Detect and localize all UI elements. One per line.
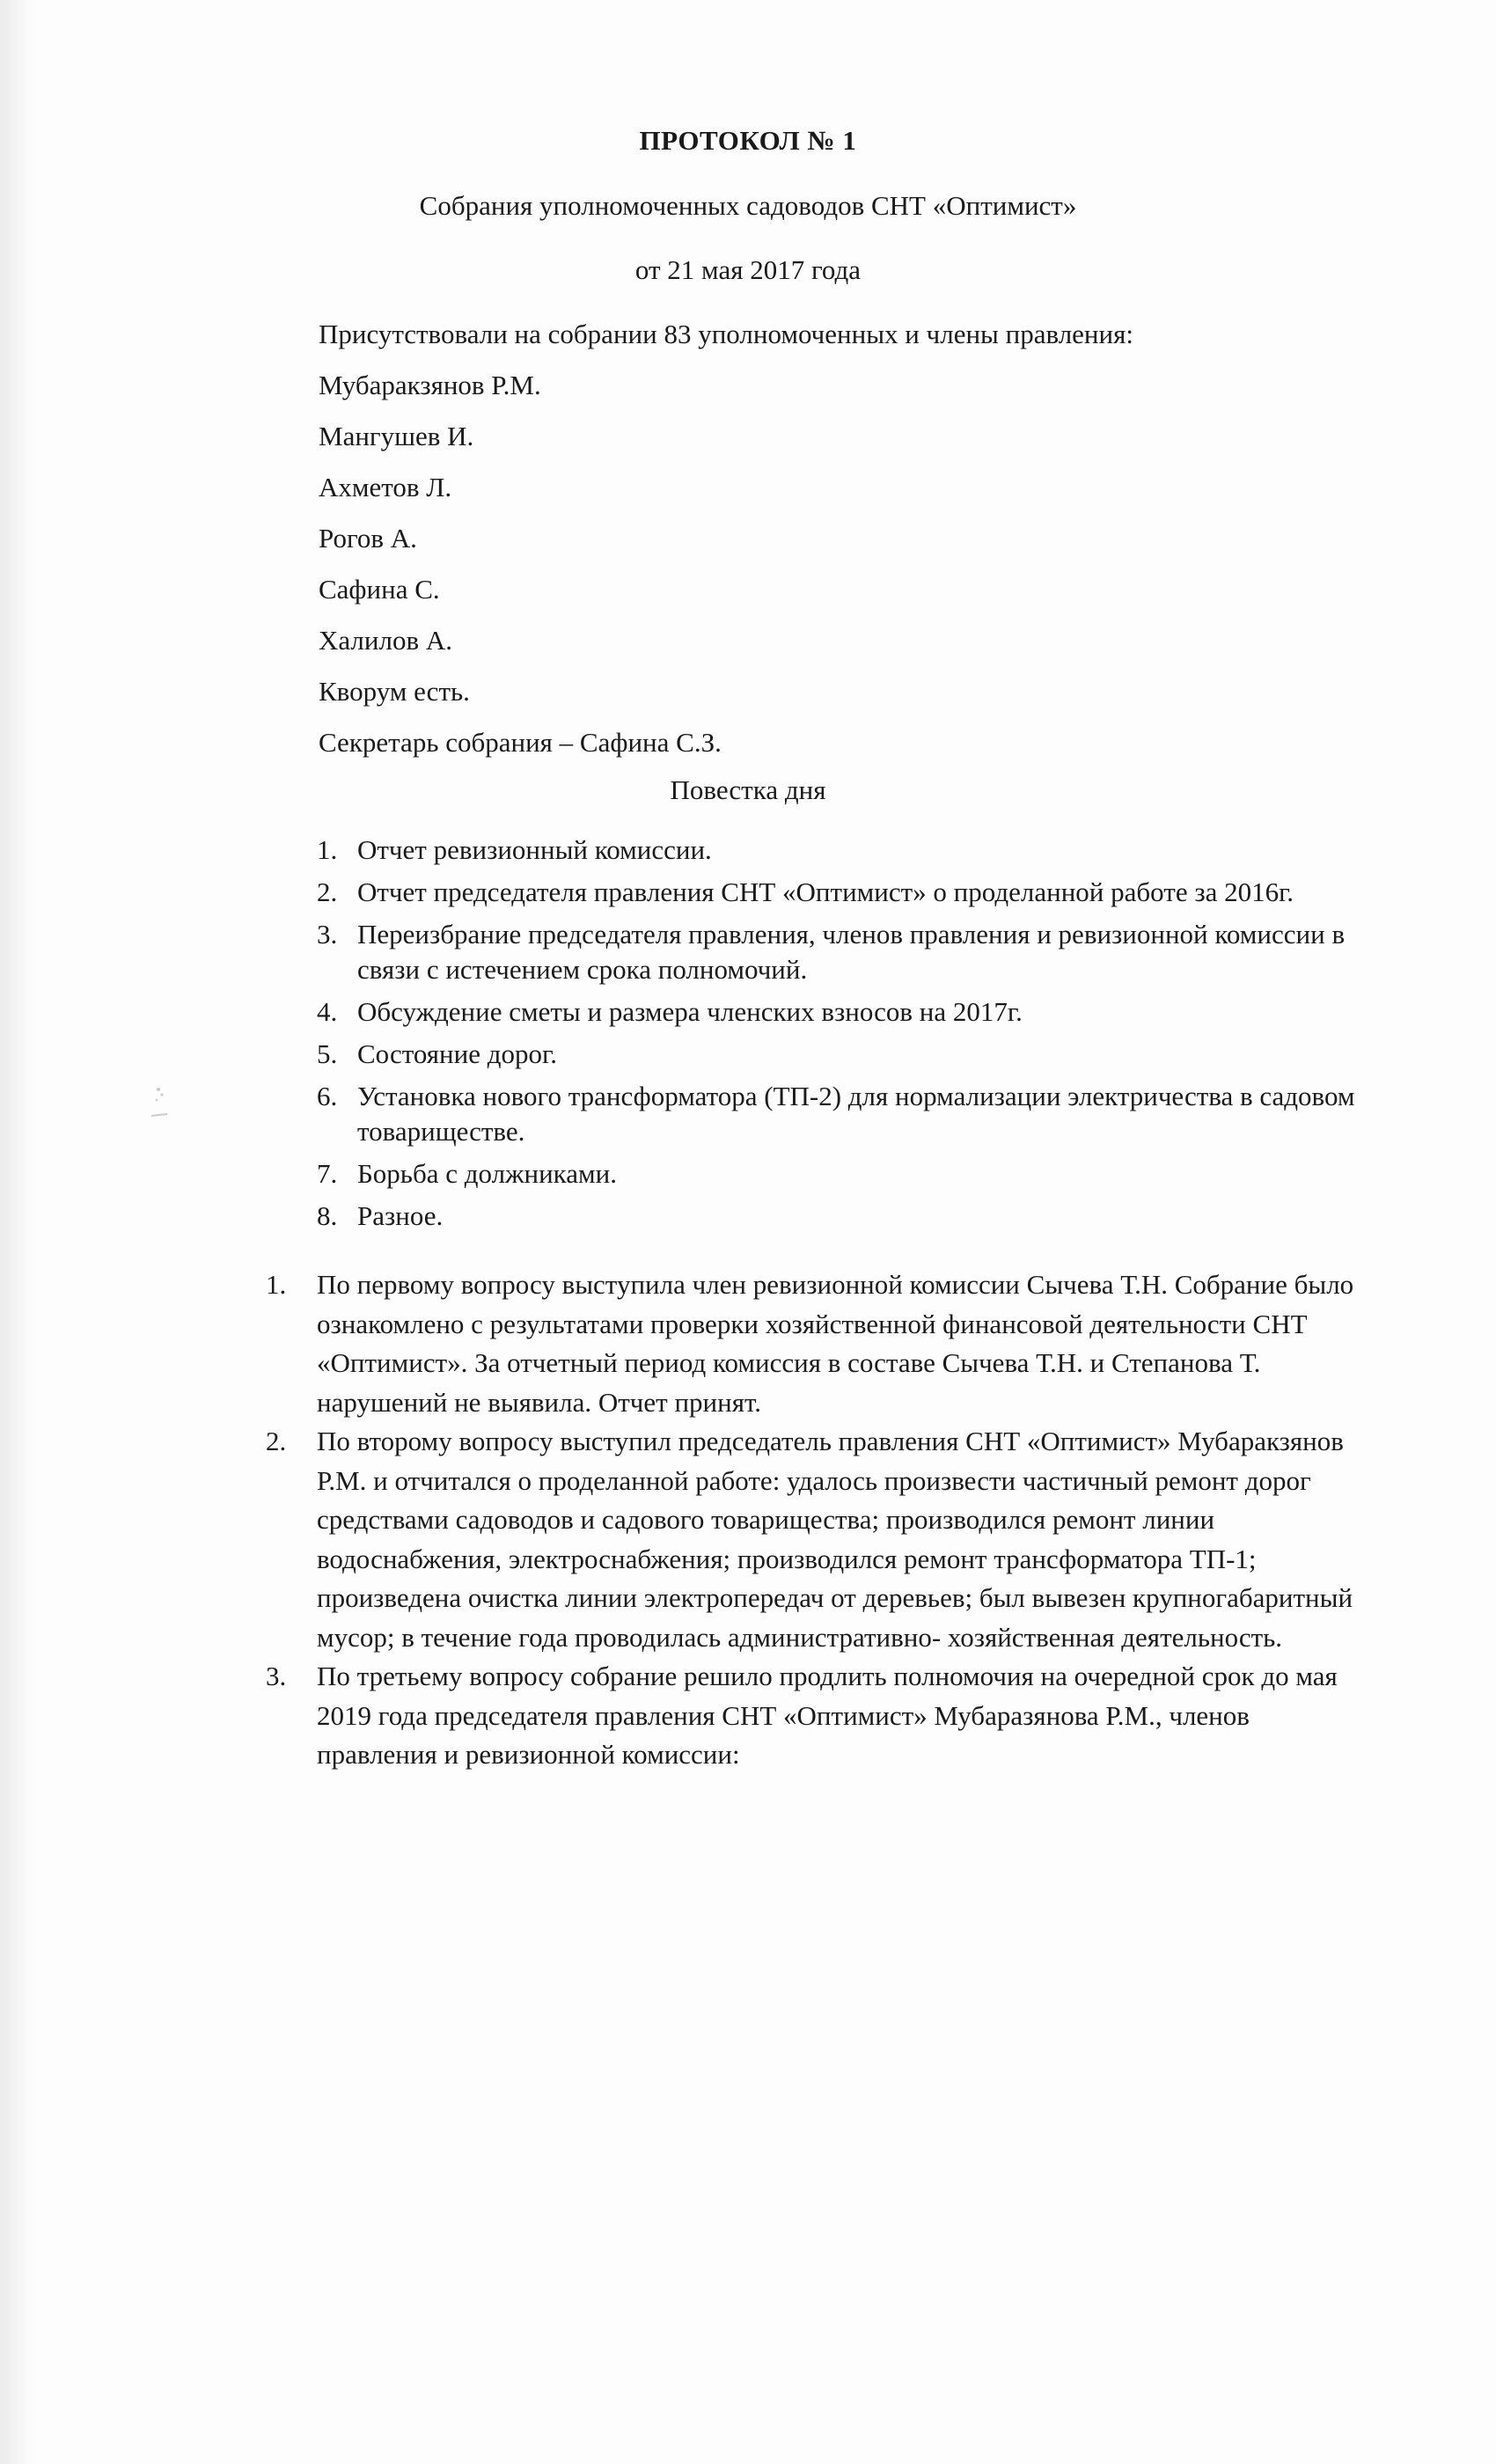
- agenda-item-text: Состояние дорог.: [357, 1038, 557, 1069]
- agenda-item: [317, 917, 1373, 987]
- agenda-item-text: Борьба с должниками.: [357, 1158, 617, 1189]
- resolution-item: [266, 1657, 1375, 1775]
- agenda-item-number: 5.: [317, 1038, 338, 1069]
- resolution-number: 1.: [266, 1269, 287, 1300]
- agenda-item-text: Отчет председателя правления СНТ «Оптимист» о проделанной работе за 2016г.: [357, 876, 1294, 907]
- attendee-name: Сафина С.: [319, 574, 440, 605]
- scan-edge-shadow: [0, 0, 35, 2464]
- agenda-heading: Повестка дня: [670, 774, 826, 805]
- resolution-text: По второму вопросу выступил председатель правления СНТ «Оптимист» Мубаракзянов Р.М. и отчитался о проделанной работе: удалось произвести частичный ремонт дорог средствами садоводов и садового товарищества; производился ремонт линии водоснабжения, электроснабжения; производился ремонт трансформатора ТП-1; произведена очистка линии электропередач от деревьев; был вывезен крупногабаритный мусор; в течение года проводилась административно- хозяйственная деятельность.: [317, 1426, 1353, 1653]
- attendee-name: Ахметов Л.: [319, 472, 452, 502]
- agenda-item-number: 3.: [317, 919, 338, 950]
- agenda-list: [317, 832, 1373, 1241]
- attendee-name: Халилов А.: [319, 625, 452, 656]
- document-date: от 21 мая 2017 года: [634, 254, 862, 285]
- document-title: ПРОТОКОЛ № 1: [639, 125, 857, 156]
- resolutions-list: [266, 1265, 1375, 1775]
- document-subtitle: Собрания уполномоченных садоводов СНТ «Оптимист»: [419, 190, 1077, 221]
- agenda-item-text: Разное.: [357, 1200, 444, 1231]
- agenda-item-number: 8.: [317, 1200, 338, 1231]
- agenda-item-number: 1.: [317, 834, 338, 865]
- attendance-intro: Присутствовали на собрании 83 уполномоченных и члены правления:: [319, 319, 1133, 349]
- agenda-item: [317, 1199, 1373, 1234]
- agenda-item: [317, 1156, 1373, 1192]
- agenda-item-number: 7.: [317, 1158, 338, 1189]
- agenda-item: [317, 994, 1373, 1030]
- resolution-number: 2.: [266, 1426, 287, 1456]
- agenda-item-number: 6.: [317, 1081, 338, 1111]
- attendee-name: Рогов А.: [319, 523, 417, 554]
- resolution-text: По первому вопросу выступила член ревизионной комиссии Сычева Т.Н. Собрание было ознакомлено с результатами проверки хозяйственной финансовой деятельности СНТ «Оптимист». За отчетный период комиссия в составе Сычева Т.Н. и Степанова Т. нарушений не выявила. Отчет принят.: [317, 1269, 1354, 1418]
- resolution-text: По третьему вопросу собрание решило продлить полномочия на очередной срок до мая 2019 года председателя правления СНТ «Оптимист» Мубаразянова Р.М., членов правления и ревизионной комиссии:: [317, 1661, 1338, 1770]
- secretary-note: Секретарь собрания – Сафина С.З.: [319, 727, 722, 758]
- agenda-item-number: 4.: [317, 996, 338, 1027]
- agenda-item-text: Обсуждение сметы и размера членских взносов на 2017г.: [357, 996, 1023, 1027]
- agenda-item-text: Установка нового трансформатора (ТП-2) для нормализации электричества в садовом товариществе.: [357, 1081, 1355, 1147]
- agenda-item: [317, 1079, 1373, 1149]
- agenda-item-text: Переизбрание председателя правления, членов правления и ревизионной комиссии в связи с истечением срока полномочий.: [357, 919, 1346, 985]
- resolution-number: 3.: [266, 1661, 287, 1691]
- agenda-item: [317, 832, 1373, 868]
- attendance-block: [319, 317, 1375, 776]
- resolution-item: [266, 1265, 1375, 1422]
- agenda-item-text: Отчет ревизионный комиссии.: [357, 834, 712, 865]
- agenda-item: [317, 1037, 1373, 1072]
- scan-speck-mark: [148, 1082, 172, 1123]
- attendee-name: Мангушев И.: [319, 421, 474, 451]
- quorum-note: Кворум есть.: [319, 676, 470, 707]
- agenda-item: [317, 875, 1373, 910]
- agenda-item-number: 2.: [317, 876, 338, 907]
- attendee-name: Мубаракзянов Р.М.: [319, 370, 541, 400]
- resolution-item: [266, 1422, 1375, 1657]
